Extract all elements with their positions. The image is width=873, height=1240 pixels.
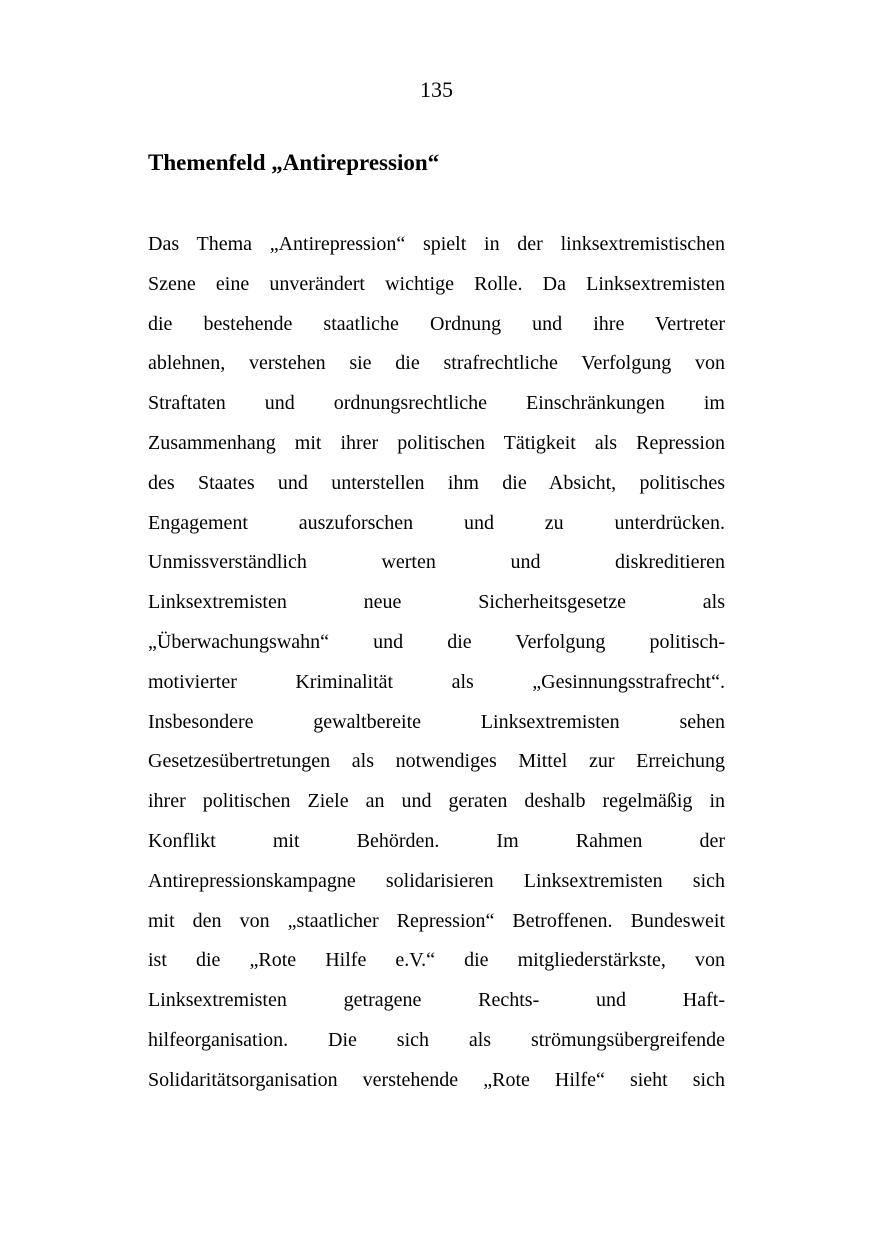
text-line: die bestehende staatliche Ordnung und ihre Vertreter [148, 312, 725, 335]
text-line: ist die „Rote Hilfe e.V.“ die mitgliederstärkste, von [148, 949, 725, 972]
text-line: Solidaritätsorganisation verstehende „Rote Hilfe“ sieht sich [148, 1068, 725, 1091]
text-line: Zusammenhang mit ihrer politischen Tätigkeit als Repression [148, 431, 725, 454]
text-line: ablehnen, verstehen sie die strafrechtliche Verfolgung von [148, 352, 725, 375]
text-line: mit den von „staatlicher Repression“ Betroffenen. Bundesweit [148, 909, 725, 932]
text-line: motivierter Kriminalität als „Gesinnungsstrafrecht“. [148, 670, 725, 693]
text-line: Engagement auszuforschen und zu unterdrücken. [148, 511, 725, 534]
page-number: 135 [420, 77, 453, 102]
text-line: „Überwachungswahn“ und die Verfolgung politisch- [148, 630, 725, 653]
body-paragraph [148, 225, 725, 1101]
text-line: Linksextremisten getragene Rechts- und Haft- [148, 989, 725, 1012]
text-line: ihrer politischen Ziele an und geraten deshalb regelmäßig in [148, 790, 725, 813]
text-line: Szene eine unverändert wichtige Rolle. Da Linksextremisten [148, 272, 725, 295]
text-line: des Staates und unterstellen ihm die Absicht, politisches [148, 471, 725, 494]
text-line: hilfeorganisation. Die sich als strömungsübergreifende [148, 1028, 725, 1051]
text-line: Insbesondere gewaltbereite Linksextremisten sehen [148, 710, 725, 733]
text-line: Straftaten und ordnungsrechtliche Einschränkungen im [148, 392, 725, 415]
text-line: Antirepressionskampagne solidarisieren Linksextremisten sich [148, 869, 725, 892]
text-line: Gesetzesübertretungen als notwendiges Mittel zur Erreichung [148, 750, 725, 773]
text-line: Unmissverständlich werten und diskreditieren [148, 551, 725, 574]
text-line: Linksextremisten neue Sicherheitsgesetze als [148, 591, 725, 614]
text-line: Konflikt mit Behörden. Im Rahmen der [148, 829, 725, 852]
section-heading: Themenfeld „Antirepression“ [148, 150, 440, 175]
text-line: Das Thema „Antirepression“ spielt in der linksextremistischen [148, 233, 725, 255]
